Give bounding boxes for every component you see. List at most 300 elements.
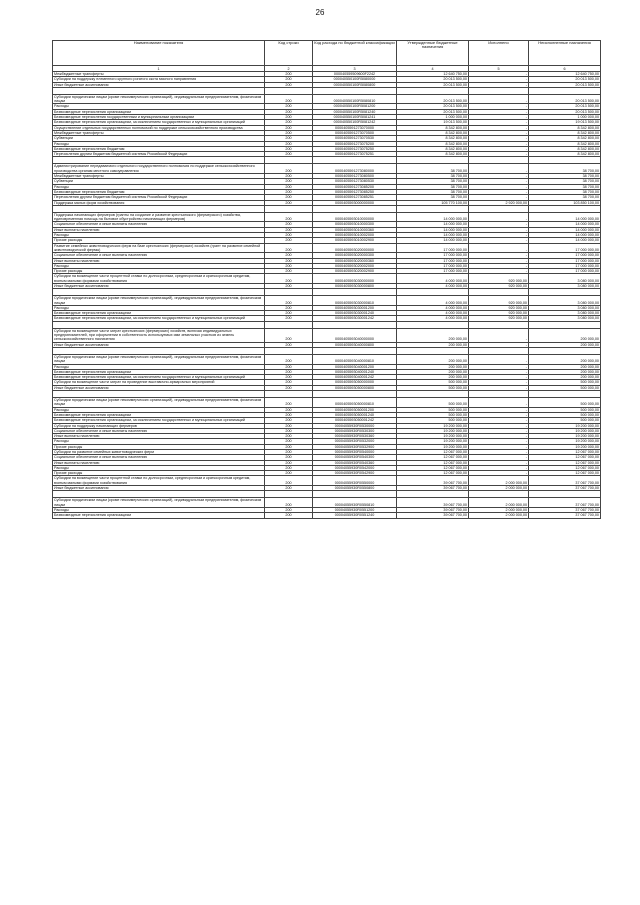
- row-executed: -: [469, 82, 529, 87]
- row-approved: 38 700,00: [397, 164, 469, 174]
- row-unexecuted: 3 080 000,00: [529, 296, 601, 306]
- row-unexecuted: [529, 347, 601, 354]
- row-line-code: 200: [265, 164, 313, 174]
- row-executed: 2 000 000,00: [469, 476, 529, 486]
- row-approved: 200 000,00: [397, 342, 469, 347]
- row-approved: 19 200 000,00: [397, 428, 469, 433]
- row-line-code: 200: [265, 120, 313, 125]
- row-executed: -: [469, 164, 529, 174]
- row-line-code: 200: [265, 238, 313, 243]
- row-line-code: 200: [265, 146, 313, 151]
- header-approved: Утвержденные бюджетные назначения: [397, 41, 469, 66]
- row-executed: 920 000,00: [469, 283, 529, 288]
- row-line-code: 200: [265, 184, 313, 189]
- row-line-code: 200: [265, 104, 313, 109]
- row-name: Иные бюджетные ассигнования: [53, 385, 265, 390]
- row-approved: 14 000 000,00: [397, 238, 469, 243]
- row-line-code: 200: [265, 364, 313, 369]
- row-approved: 4 000 000,00: [397, 296, 469, 306]
- row-unexecuted: 3 080 000,00: [529, 316, 601, 321]
- row-expense-code: 00004055930R0540300: [313, 455, 397, 460]
- row-approved: 17 000 000,00: [397, 243, 469, 253]
- row-expense-code: 0000405593010002000: [313, 233, 397, 238]
- row-executed: -: [469, 174, 529, 179]
- row-name: Безвозмездные перечисления организациям, за исключением государственных и муниципальных организаций: [53, 120, 265, 125]
- row-executed: [469, 157, 529, 164]
- row-line-code: 200: [265, 233, 313, 238]
- spacer-row: [53, 289, 601, 296]
- row-approved: 500 000,00: [397, 398, 469, 408]
- row-approved: 200 000,00: [397, 354, 469, 364]
- row-line-code: [265, 347, 313, 354]
- row-line-code: 200: [265, 212, 313, 222]
- row-line-code: 200: [265, 125, 313, 130]
- row-name: Иные выплаты населению: [53, 460, 265, 465]
- row-approved: [397, 87, 469, 94]
- row-approved: 38 700,00: [397, 189, 469, 194]
- row-expense-code: [313, 321, 397, 328]
- row-line-code: 200: [265, 274, 313, 284]
- row-expense-code: 00004055930R0542900: [313, 471, 397, 476]
- row-name: Расходы: [53, 104, 265, 109]
- row-line-code: 200: [265, 94, 313, 104]
- row-line-code: 200: [265, 444, 313, 449]
- row-executed: [469, 87, 529, 94]
- row-approved: [397, 157, 469, 164]
- row-expense-code: 0000405593030000810: [313, 296, 397, 306]
- row-unexecuted: 19 200 000,00: [529, 444, 601, 449]
- row-approved: 20 013 500,00: [397, 94, 469, 104]
- row-executed: -: [469, 136, 529, 141]
- row-expense-code: 00004055930R0550810: [313, 498, 397, 508]
- row-unexecuted: [529, 491, 601, 498]
- row-line-code: 200: [265, 375, 313, 380]
- row-expense-code: 00004055930R0542000: [313, 465, 397, 470]
- row-line-code: 200: [265, 342, 313, 347]
- row-line-code: 200: [265, 195, 313, 200]
- row-unexecuted: 8 342 800,00: [529, 130, 601, 135]
- row-approved: 500 000,00: [397, 407, 469, 412]
- row-name: Безвозмездные перечисления организациям: [53, 311, 265, 316]
- row-approved: 4 000 000,00: [397, 316, 469, 321]
- row-approved: 500 000,00: [397, 412, 469, 417]
- row-executed: -: [469, 369, 529, 374]
- row-approved: 1 000 000,00: [397, 115, 469, 120]
- budget-execution-table: [52, 40, 601, 519]
- row-expense-code: 0000405593020002000: [313, 263, 397, 268]
- header-executed: Исполнено: [469, 41, 529, 66]
- row-approved: 14 000 000,00: [397, 233, 469, 238]
- row-executed: -: [469, 364, 529, 369]
- row-executed: -: [469, 439, 529, 444]
- row-name: Субсидии юридическим лицам (кроме некоммерческих организаций), индивидуальным предпринимателям, физическим лицам: [53, 498, 265, 508]
- row-expense-code: [313, 157, 397, 164]
- row-name: Социальное обеспечение и иные выплаты населению: [53, 455, 265, 460]
- row-unexecuted: 19 013 500,00: [529, 120, 601, 125]
- row-name: Расходы: [53, 233, 265, 238]
- table-row: [53, 94, 601, 104]
- row-line-code: 200: [265, 460, 313, 465]
- row-line-code: 200: [265, 152, 313, 157]
- row-approved: 17 000 000,00: [397, 258, 469, 263]
- row-unexecuted: [529, 205, 601, 212]
- row-executed: -: [469, 189, 529, 194]
- row-expense-code: 000040550100R5080810: [313, 94, 397, 104]
- row-approved: 500 000,00: [397, 385, 469, 390]
- row-expense-code: 0000405593020000000: [313, 243, 397, 253]
- row-unexecuted: 8 342 800,00: [529, 136, 601, 141]
- header-unexecuted: Неисполненные назначения: [529, 41, 601, 66]
- row-expense-code: 0000405593030000000: [313, 274, 397, 284]
- row-line-code: 200: [265, 227, 313, 232]
- row-line-code: 200: [265, 369, 313, 374]
- row-name: Поддержка малых форм хозяйствования: [53, 200, 265, 205]
- row-unexecuted: 38 700,00: [529, 189, 601, 194]
- row-approved: 20 013 500,00: [397, 82, 469, 87]
- row-unexecuted: 8 342 800,00: [529, 141, 601, 146]
- row-expense-code: 0000405591273085250: [313, 189, 397, 194]
- row-executed: -: [469, 412, 529, 417]
- row-approved: 4 000 000,00: [397, 305, 469, 310]
- row-executed: [469, 289, 529, 296]
- row-line-code: 200: [265, 305, 313, 310]
- row-name: Иные бюджетные ассигнования: [53, 283, 265, 288]
- row-expense-code: 00004055930R0551240: [313, 513, 397, 518]
- row-line-code: [265, 491, 313, 498]
- row-executed: [469, 347, 529, 354]
- row-approved: 20 013 500,00: [397, 77, 469, 82]
- row-approved: [397, 289, 469, 296]
- row-expense-code: 0000405593030000800: [313, 283, 397, 288]
- row-unexecuted: 17 000 000,00: [529, 269, 601, 274]
- row-expense-code: 0000405593010000360: [313, 227, 397, 232]
- row-expense-code: 00004055930R0532900: [313, 444, 397, 449]
- row-unexecuted: 14 000 000,00: [529, 233, 601, 238]
- table-row: [53, 476, 601, 486]
- row-line-code: 200: [265, 311, 313, 316]
- row-executed: 920 000,00: [469, 311, 529, 316]
- header-indicator-name: Наименование показателя: [53, 41, 265, 66]
- row-line-code: 200: [265, 316, 313, 321]
- row-executed: [469, 205, 529, 212]
- row-name: [53, 321, 265, 328]
- row-line-code: 200: [265, 465, 313, 470]
- row-name: [53, 157, 265, 164]
- table-body: [53, 72, 601, 519]
- row-expense-code: 0000405593040001242: [313, 375, 397, 380]
- row-expense-code: 00004055930R0550800: [313, 486, 397, 491]
- row-name: Перечисления другим бюджетам бюджетной системы Российской Федерации: [53, 152, 265, 157]
- row-expense-code: 0000405591273085200: [313, 184, 397, 189]
- row-expense-code: [313, 87, 397, 94]
- spacer-row: [53, 157, 601, 164]
- row-expense-code: 000040550100R5080800: [313, 82, 397, 87]
- row-line-code: 200: [265, 77, 313, 82]
- row-expense-code: 0000405593010000300: [313, 222, 397, 227]
- row-executed: -: [469, 465, 529, 470]
- row-executed: -: [469, 450, 529, 455]
- row-line-code: 200: [265, 200, 313, 205]
- row-name: Иные выплаты населению: [53, 227, 265, 232]
- row-approved: 4 000 000,00: [397, 283, 469, 288]
- row-approved: 8 342 800,00: [397, 136, 469, 141]
- row-expense-code: 0000405591273080530: [313, 179, 397, 184]
- row-name: Безвозмездные перечисления организациям, за исключением государственных и муниципальных организаций: [53, 316, 265, 321]
- row-name: Безвозмездные перечисления организациям: [53, 369, 265, 374]
- column-index: 4: [397, 66, 469, 72]
- row-approved: 200 000,00: [397, 375, 469, 380]
- row-line-code: 200: [265, 136, 313, 141]
- row-expense-code: 000040550100R5081200: [313, 104, 397, 109]
- row-executed: 2 920 000,00: [469, 200, 529, 205]
- row-unexecuted: 12 067 000,00: [529, 455, 601, 460]
- row-line-code: 200: [265, 82, 313, 87]
- row-unexecuted: 37 067 700,00: [529, 513, 601, 518]
- row-unexecuted: 17 000 000,00: [529, 243, 601, 253]
- row-line-code: 200: [265, 258, 313, 263]
- row-executed: -: [469, 184, 529, 189]
- row-unexecuted: 12 067 000,00: [529, 471, 601, 476]
- row-line-code: 200: [265, 450, 313, 455]
- row-name: Иные выплаты населению: [53, 434, 265, 439]
- table-row: [53, 296, 601, 306]
- row-executed: -: [469, 428, 529, 433]
- row-expense-code: 000040550100R5081242: [313, 120, 397, 125]
- row-name: [53, 205, 265, 212]
- row-name: Субсидии на возмещение части процентной ставки по долгосрочным, среднесрочным и краткосрочным кредитам, взятым малыми формами хозяйствования: [53, 274, 265, 284]
- row-approved: 38 700,00: [397, 174, 469, 179]
- row-approved: 105 770 100,00: [397, 200, 469, 205]
- row-unexecuted: 3 080 000,00: [529, 274, 601, 284]
- row-expense-code: 0000405591273070530: [313, 136, 397, 141]
- row-name: Развитие семейных животноводческих ферм на базе крестьянских (фермерских) хозяйств (грант на развитие семейной животноводческой фермы): [53, 243, 265, 253]
- row-name: Безвозмездные перечисления организациям, за исключением государственных и муниципальных организаций: [53, 375, 265, 380]
- row-unexecuted: 17 000 000,00: [529, 263, 601, 268]
- row-expense-code: 0000405591273085251: [313, 195, 397, 200]
- row-expense-code: 0000405593050001200: [313, 407, 397, 412]
- row-line-code: 200: [265, 263, 313, 268]
- row-executed: -: [469, 398, 529, 408]
- row-approved: [397, 205, 469, 212]
- column-index: 1: [53, 66, 265, 72]
- row-unexecuted: 14 000 000,00: [529, 227, 601, 232]
- row-name: Иные выплаты населению: [53, 258, 265, 263]
- row-approved: 14 000 000,00: [397, 227, 469, 232]
- row-approved: 17 000 000,00: [397, 269, 469, 274]
- row-executed: -: [469, 141, 529, 146]
- row-unexecuted: 19 200 000,00: [529, 428, 601, 433]
- row-line-code: 200: [265, 130, 313, 135]
- row-name: Межбюджетные трансферты: [53, 174, 265, 179]
- row-approved: 19 013 500,00: [397, 120, 469, 125]
- row-approved: 38 700,00: [397, 184, 469, 189]
- row-name: Расходы: [53, 465, 265, 470]
- spacer-row: [53, 491, 601, 498]
- row-executed: -: [469, 418, 529, 423]
- row-name: Расходы: [53, 364, 265, 369]
- row-expense-code: 0000405591273075251: [313, 152, 397, 157]
- row-unexecuted: 12 067 000,00: [529, 460, 601, 465]
- column-index: 3: [313, 66, 397, 72]
- row-unexecuted: 3 080 000,00: [529, 283, 601, 288]
- row-executed: -: [469, 212, 529, 222]
- row-approved: 39 067 700,00: [397, 507, 469, 512]
- header-line-code: Код строки: [265, 41, 313, 66]
- row-approved: 8 342 800,00: [397, 125, 469, 130]
- row-unexecuted: 500 000,00: [529, 418, 601, 423]
- row-line-code: [265, 157, 313, 164]
- row-executed: 920 000,00: [469, 296, 529, 306]
- row-name: Администрирование передаваемого отдельного государственного полномочия по поддержке сельскохозяйственного производства органам местного самоуправления: [53, 164, 265, 174]
- row-executed: -: [469, 263, 529, 268]
- row-unexecuted: 500 000,00: [529, 407, 601, 412]
- row-approved: 20 013 500,00: [397, 109, 469, 114]
- row-executed: -: [469, 238, 529, 243]
- row-approved: 4 000 000,00: [397, 311, 469, 316]
- row-name: Субвенции: [53, 179, 265, 184]
- row-unexecuted: 14 000 000,00: [529, 238, 601, 243]
- row-executed: -: [469, 342, 529, 347]
- row-unexecuted: 17 000 000,00: [529, 258, 601, 263]
- row-unexecuted: [529, 321, 601, 328]
- row-line-code: 200: [265, 498, 313, 508]
- row-expense-code: 0000405593050000800: [313, 385, 397, 390]
- row-approved: 12 067 000,00: [397, 455, 469, 460]
- row-executed: -: [469, 115, 529, 120]
- row-executed: 920 000,00: [469, 274, 529, 284]
- row-line-code: 200: [265, 109, 313, 114]
- row-line-code: 200: [265, 428, 313, 433]
- row-unexecuted: 8 342 800,00: [529, 125, 601, 130]
- row-line-code: 200: [265, 72, 313, 77]
- row-line-code: 200: [265, 283, 313, 288]
- row-approved: 500 000,00: [397, 418, 469, 423]
- row-line-code: [265, 87, 313, 94]
- row-name: Социальное обеспечение и иные выплаты населению: [53, 222, 265, 227]
- row-executed: 920 000,00: [469, 316, 529, 321]
- row-approved: 19 200 000,00: [397, 444, 469, 449]
- row-expense-code: 0000405593050001242: [313, 418, 397, 423]
- row-expense-code: 0000405593010002900: [313, 238, 397, 243]
- row-line-code: 200: [265, 439, 313, 444]
- row-executed: -: [469, 77, 529, 82]
- row-name: Социальное обеспечение и иные выплаты населению: [53, 253, 265, 258]
- row-line-code: 200: [265, 412, 313, 417]
- row-name: Субсидии юридическим лицам (кроме некоммерческих организаций), индивидуальным предпринимателям, физическим лицам: [53, 296, 265, 306]
- row-name: Расходы: [53, 507, 265, 512]
- row-executed: -: [469, 258, 529, 263]
- row-executed: -: [469, 375, 529, 380]
- row-expense-code: 0000405593050000810: [313, 398, 397, 408]
- table-row: [53, 398, 601, 408]
- row-executed: [469, 391, 529, 398]
- row-line-code: 200: [265, 328, 313, 342]
- row-name: Расходы: [53, 263, 265, 268]
- row-name: Иные бюджетные ассигнования: [53, 82, 265, 87]
- row-unexecuted: 37 067 700,00: [529, 476, 601, 486]
- row-approved: 12 067 000,00: [397, 460, 469, 465]
- row-approved: 14 000 000,00: [397, 222, 469, 227]
- row-name: Безвозмездные перечисления организациям: [53, 412, 265, 417]
- row-name: Субсидии на возмещение части затрат на проведение выставочно-ярмарочных мероприятий: [53, 380, 265, 385]
- row-name: Субвенции: [53, 136, 265, 141]
- row-unexecuted: 37 067 700,00: [529, 486, 601, 491]
- row-executed: -: [469, 109, 529, 114]
- row-executed: -: [469, 227, 529, 232]
- table-row: [53, 513, 601, 518]
- row-line-code: 200: [265, 354, 313, 364]
- row-name: Безвозмездные перечисления организациям: [53, 513, 265, 518]
- table-row: [53, 498, 601, 508]
- row-executed: -: [469, 444, 529, 449]
- row-unexecuted: 20 013 500,00: [529, 82, 601, 87]
- row-expense-code: 0000405593040001240: [313, 369, 397, 374]
- row-unexecuted: 8 342 800,00: [529, 152, 601, 157]
- row-name: Расходы: [53, 305, 265, 310]
- row-unexecuted: 37 067 700,00: [529, 507, 601, 512]
- row-unexecuted: [529, 289, 601, 296]
- row-approved: 39 067 700,00: [397, 513, 469, 518]
- row-name: Расходы: [53, 141, 265, 146]
- page-number: 26: [315, 8, 325, 17]
- row-line-code: 200: [265, 380, 313, 385]
- row-line-code: 200: [265, 407, 313, 412]
- row-line-code: 200: [265, 141, 313, 146]
- row-unexecuted: 3 080 000,00: [529, 305, 601, 310]
- row-name: Межбюджетные трансферты: [53, 72, 265, 77]
- row-expense-code: [313, 289, 397, 296]
- row-executed: -: [469, 385, 529, 390]
- row-executed: -: [469, 407, 529, 412]
- row-unexecuted: 20 013 500,00: [529, 109, 601, 114]
- row-executed: -: [469, 243, 529, 253]
- row-expense-code: 0000405593040000000: [313, 328, 397, 342]
- row-name: Социальное обеспечение и иные выплаты населению: [53, 428, 265, 433]
- row-approved: 39 067 700,00: [397, 498, 469, 508]
- row-name: Субсидии юридическим лицам (кроме некоммерческих организаций), индивидуальным предпринимателям, физическим лицам: [53, 354, 265, 364]
- row-line-code: 200: [265, 296, 313, 306]
- row-line-code: [265, 391, 313, 398]
- row-executed: -: [469, 354, 529, 364]
- row-approved: 8 342 800,00: [397, 130, 469, 135]
- row-expense-code: 00004055930R0532000: [313, 439, 397, 444]
- row-line-code: 200: [265, 455, 313, 460]
- row-unexecuted: 8 342 800,00: [529, 146, 601, 151]
- row-unexecuted: 14 000 000,00: [529, 222, 601, 227]
- row-line-code: 200: [265, 423, 313, 428]
- row-approved: [397, 347, 469, 354]
- row-executed: -: [469, 222, 529, 227]
- spacer-row: [53, 321, 601, 328]
- row-name: [53, 391, 265, 398]
- row-line-code: [265, 321, 313, 328]
- table-row: [53, 328, 601, 342]
- row-executed: -: [469, 152, 529, 157]
- row-expense-code: 000040559509600F2242: [313, 72, 397, 77]
- row-expense-code: [313, 391, 397, 398]
- row-unexecuted: 200 000,00: [529, 364, 601, 369]
- row-expense-code: 0000405593040000810: [313, 354, 397, 364]
- row-approved: 12 067 000,00: [397, 465, 469, 470]
- row-expense-code: 0000405593040001200: [313, 364, 397, 369]
- row-approved: [397, 321, 469, 328]
- row-line-code: 200: [265, 174, 313, 179]
- row-executed: -: [469, 104, 529, 109]
- row-expense-code: 000040550100R5081241: [313, 115, 397, 120]
- row-line-code: 200: [265, 269, 313, 274]
- row-unexecuted: 38 700,00: [529, 179, 601, 184]
- row-unexecuted: 1 000 000,00: [529, 115, 601, 120]
